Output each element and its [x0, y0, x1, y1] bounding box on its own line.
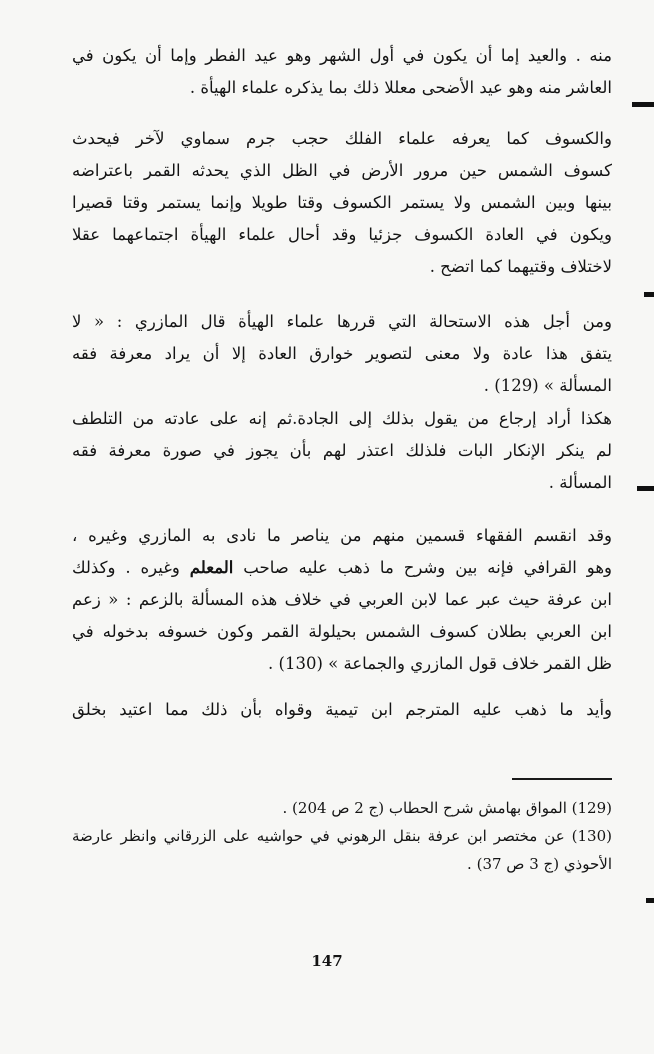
text-line: المسألة .: [548, 473, 612, 492]
paragraph-2: [72, 123, 612, 283]
text-line-with-bold: [72, 552, 612, 584]
page-number: 147: [311, 952, 343, 970]
footnote-line: الأحوذي (ج 3 ص 37) .: [467, 855, 612, 873]
paragraph-3: [72, 306, 612, 402]
text-line: هكذا أراد إرجاع من يقول بذلك إلى الجادة.ثم إنه على عادته من التلطف: [72, 409, 612, 428]
text-line: لاختلاف وقتيهما كما اتضح .: [429, 257, 612, 276]
text-line: منه . والعيد إما أن يكون في أول الشهر وهو عيد الفطر وإما أن يكون في: [72, 46, 612, 65]
text-line: ومن أجل هذه الاستحالة التي قررها علماء الهيأة قال المازري : « لا: [72, 312, 612, 331]
text-line: المسألة » (129) .: [483, 376, 612, 395]
text-line: ظل القمر خلاف قول المازري والجماعة » (130) .: [268, 654, 612, 673]
text-line: ويكون في العادة الكسوف جزئيا وقد أحال علماء الهيأة اجتماعهما عقلا: [72, 225, 612, 244]
footnote-130: [72, 822, 612, 878]
text-line: وأيد ما ذهب عليه المترجم ابن تيمية وقواه بأن ذلك مما اعتيد بخلق: [72, 700, 612, 719]
paragraph-1: [72, 40, 612, 104]
text-run: وهو القرافي فإنه بين وشرح ما ذهب عليه صاحب: [233, 558, 612, 577]
footnote-line: (129) المواق بهامش شرح الحطاب (ج 2 ص 204) .: [282, 799, 612, 817]
scan-edge-mark: [646, 898, 654, 903]
text-line: يتفق هذا عادة ولا معنى لتصوير خوارق العادة إلا أن يراد معرفة فقه: [72, 344, 612, 363]
text-run: وغيره . وكذلك: [72, 558, 190, 577]
scan-edge-mark: [644, 292, 654, 297]
footnote-129: [72, 794, 612, 822]
text-line: ابن العربي بطلان كسوف الشمس بحيلولة القمر وكون خسوفه بدخوله في: [72, 622, 612, 641]
text-line: كسوف الشمس حين مرور الأرض في الظل الذي يحدثه القمر باعتراضه: [72, 161, 612, 180]
paragraph-6: [72, 694, 612, 726]
bold-term: المعلم: [189, 558, 234, 577]
footnote-line: (130) عن مختصر ابن عرفة بنقل الرهوني في حواشيه على الزرقاني وانظر عارضة: [72, 827, 612, 845]
scan-edge-mark: [637, 486, 654, 491]
text-line: وقد انقسم الفقهاء قسمين منهم من يناصر ما نادى به المازري وغيره ،: [72, 526, 612, 545]
paragraph-4: [72, 403, 612, 499]
text-line: بينها وبين الشمس ولا يستمر الكسوف وقتا طويلا وإنما يستمر وقتا قصيرا: [72, 193, 612, 212]
text-line: العاشر منه وهو عيد الأضحى معللا ذلك بما يذكره علماء الهيأة .: [189, 78, 612, 97]
paragraph-5: [72, 520, 612, 680]
text-line: والكسوف كما يعرفه علماء الفلك حجب جرم سماوي لآخر فيحدث: [72, 129, 612, 148]
footnote-separator: [512, 778, 612, 780]
text-line: ابن عرفة حيث عبر عما لابن العربي في خلاف هذه المسألة بالزعم : « زعم: [72, 590, 612, 609]
text-line: لم ينكر الإنكار البات فلذلك اعتذر لهم بأن يجوز في صورة معرفة فقه: [72, 441, 612, 460]
scan-edge-mark: [632, 102, 654, 107]
